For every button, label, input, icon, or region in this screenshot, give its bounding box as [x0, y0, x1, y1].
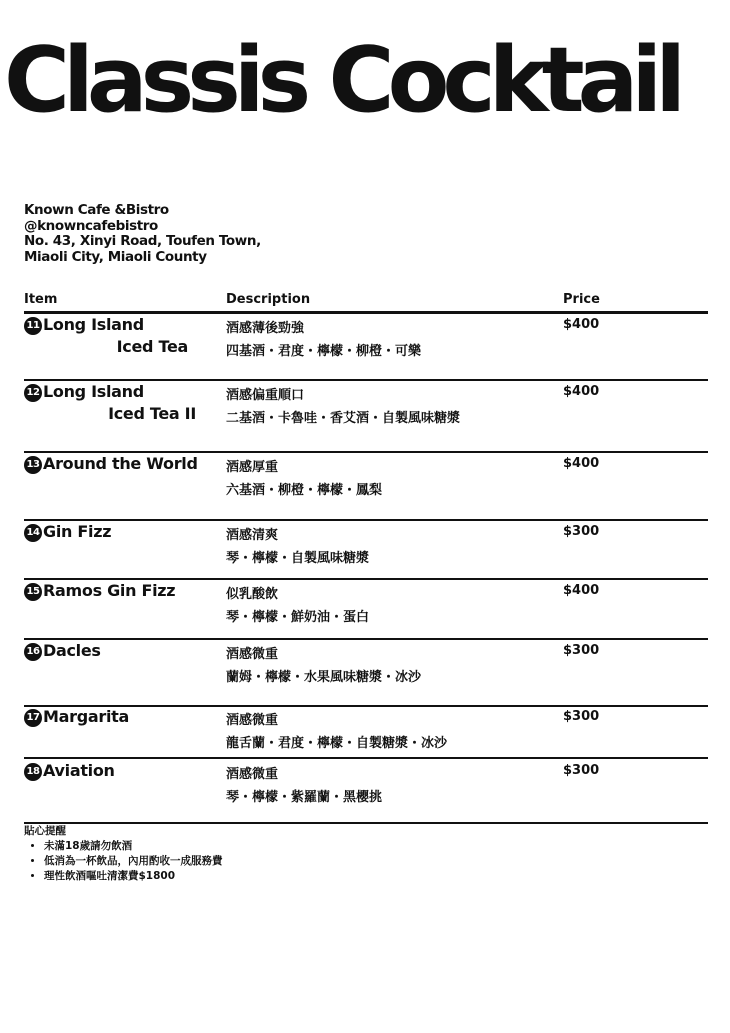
column-header-item: Item	[24, 292, 58, 307]
item-number-badge: 12	[24, 384, 42, 402]
venue-address-line1: No. 43, Xinyi Road, Toufen Town,	[24, 233, 261, 249]
item-ingredients: 龍舌蘭・君度・檸檬・自製糖漿・冰沙	[226, 736, 448, 751]
item-flavor-note: 酒感厚重	[226, 460, 279, 475]
venue-name: Known Cafe &Bistro	[24, 202, 169, 218]
menu-item-row	[0, 709, 730, 769]
item-number-badge: 18	[24, 763, 42, 781]
item-name: Around the World	[43, 454, 198, 473]
venue-handle: @knowncafebistro	[24, 217, 158, 234]
item-number-badge: 11	[24, 317, 42, 335]
item-flavor-note: 似乳酸飲	[226, 587, 279, 602]
item-number-badge: 15	[24, 583, 42, 601]
notes-list	[24, 839, 524, 884]
item-ingredients: 琴・檸檬・自製風味糖漿	[226, 551, 370, 566]
item-price: $400	[563, 384, 600, 399]
item-ingredients: 六基酒・柳橙・檸檬・鳳梨	[226, 483, 383, 498]
item-ingredients: 二基酒・卡魯哇・香艾酒・自製風味糖漿	[226, 411, 461, 426]
item-flavor-note: 酒感偏重順口	[226, 388, 305, 403]
item-number-badge: 17	[24, 709, 42, 727]
menu-item-row	[0, 317, 730, 377]
item-price: $300	[563, 643, 600, 658]
menu-item-row	[0, 524, 730, 584]
menu-item-row	[0, 456, 730, 516]
menu-item-row	[0, 583, 730, 643]
item-flavor-note: 酒感薄後勁強	[226, 321, 305, 336]
item-price: $300	[563, 524, 600, 539]
menu-item-row	[0, 384, 730, 444]
row-divider	[24, 519, 708, 521]
column-header-description: Description	[226, 292, 311, 307]
venue-address-line2: Miaoli City, Miaoli County	[24, 248, 207, 265]
notes-item: • 理性飲酒嘔吐清潔費$1800	[44, 869, 524, 884]
item-ingredients: 蘭姆・檸檬・水果風味糖漿・冰沙	[226, 670, 422, 685]
item-name: Aviation	[43, 761, 115, 780]
item-price: $400	[563, 456, 600, 471]
item-name: Dacles	[43, 641, 101, 660]
item-number-badge: 13	[24, 456, 42, 474]
item-price: $400	[563, 583, 600, 598]
item-name: Long Island	[43, 315, 144, 334]
row-divider	[24, 757, 708, 759]
notes-item: • 低消為一杯飲品，內用酌收一成服務費	[44, 854, 524, 869]
row-divider	[24, 451, 708, 453]
item-name: Margarita	[43, 707, 129, 726]
page-title: Classis Cocktail	[4, 28, 680, 133]
notes-section	[24, 824, 524, 884]
item-name: Ramos Gin Fizz	[43, 581, 176, 600]
item-name: Gin Fizz	[43, 522, 112, 541]
item-price: $300	[563, 763, 600, 778]
notes-heading: 貼心提醒	[24, 825, 66, 837]
item-ingredients: 琴・檸檬・紫羅蘭・黑櫻挑	[226, 790, 383, 805]
header-divider	[24, 311, 708, 314]
item-ingredients: 四基酒・君度・檸檬・柳橙・可樂	[226, 344, 422, 359]
row-divider	[24, 638, 708, 640]
item-number-badge: 16	[24, 643, 42, 661]
item-ingredients: 琴・檸檬・鮮奶油・蛋白	[226, 610, 370, 625]
notes-item: • 未滿18歲請勿飲酒	[44, 839, 524, 854]
item-name-line2: Iced Tea II	[108, 404, 196, 423]
item-flavor-note: 酒感清爽	[226, 528, 279, 543]
item-price: $300	[563, 709, 600, 724]
column-header-price: Price	[563, 292, 600, 307]
item-flavor-note: 酒感微重	[226, 647, 279, 662]
item-flavor-note: 酒感微重	[226, 713, 279, 728]
item-number-badge: 14	[24, 524, 42, 542]
item-price: $400	[563, 317, 600, 332]
venue-info	[24, 203, 424, 265]
menu-item-row	[0, 763, 730, 823]
item-flavor-note: 酒感微重	[226, 767, 279, 782]
menu-item-row	[0, 643, 730, 703]
row-divider	[24, 578, 708, 580]
item-name-line2: Iced Tea	[116, 337, 188, 356]
item-name: Long Island	[43, 382, 144, 401]
row-divider	[24, 379, 708, 381]
